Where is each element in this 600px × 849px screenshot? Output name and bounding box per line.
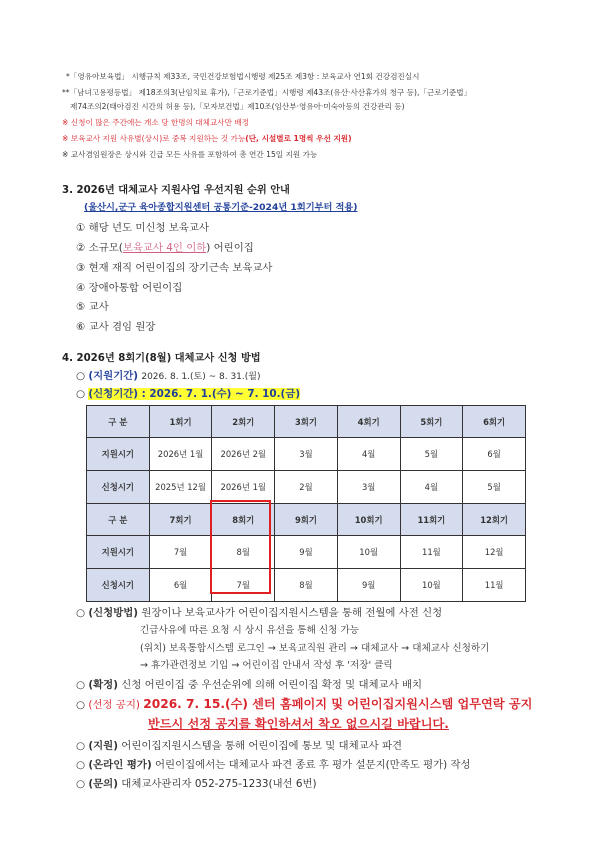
table-cell: 5회기 (400, 406, 463, 438)
table-cell: 2026년 1월 (149, 438, 212, 471)
priority-4: ④ 장애아통합 어린이집 (76, 282, 183, 294)
table-header-row (87, 406, 526, 438)
table-cell: 6회기 (463, 406, 526, 438)
table-cell: 4월 (337, 438, 400, 471)
highlight-box-8th-session (210, 500, 271, 594)
support-label: (지원) (88, 740, 118, 752)
footnote-1: *「영유아보육법」 시행규칙 제33조, 국민건강보험법시행령 제25조 제3항 : 보육교사 연1회 건강검진실시 (66, 72, 420, 81)
table-row-label: 신청시기 (87, 569, 150, 602)
apply-method-location-2: → 휴가관련정보 기입 → 어린이집 안내서 작성 후 '저장' 클릭 (140, 660, 393, 671)
table-cell: 5월 (463, 471, 526, 504)
schedule-table (86, 405, 526, 602)
support-line (76, 737, 402, 752)
priority-1: ① 해당 년도 미신청 보육교사 (76, 222, 209, 234)
section3-subtitle: (울산시,군구 육아종합지원센터 공통기준-2024년 1회기부터 적용) (84, 202, 358, 213)
table-cell: 2월 (275, 471, 338, 504)
bullet: ○ (76, 388, 86, 400)
confirm-label: (확정) (88, 679, 118, 691)
table-cell: 6월 (149, 569, 212, 602)
table-cell: 9월 (275, 536, 338, 569)
table-cell: 11월 (400, 536, 463, 569)
table-cell: 2회기 (212, 406, 275, 438)
table-cell: 3회기 (275, 406, 338, 438)
bullet: ○ (76, 759, 86, 771)
table-cell: 9월 (337, 569, 400, 602)
table-cell: 8회기 (212, 504, 275, 536)
priority-3: ③ 현재 재직 어린이집의 장기근속 보육교사 (76, 262, 273, 274)
confirm-text: 신청 어린이집 중 우선순위에 의해 어린이집 확정 및 대체교사 배치 (121, 679, 423, 691)
table-cell: 8월 (275, 569, 338, 602)
table-cell: 7회기 (149, 504, 212, 536)
table-row (87, 536, 526, 569)
inquiry-text: 대체교사관리자 052-275-1233(내선 6번) (121, 778, 317, 790)
note-assign: ※ 신청이 많은 주간에는 개소 당 한명의 대체교사만 배정 (62, 118, 250, 127)
table-row-label: 지원시기 (87, 438, 150, 471)
table-row-label: 지원시기 (87, 536, 150, 569)
table-cell: 11회기 (400, 504, 463, 536)
table-cell: 2025년 12월 (149, 471, 212, 504)
table-cell: 3월 (337, 471, 400, 504)
notice-line (76, 695, 532, 712)
bullet: ○ (76, 778, 86, 790)
support-period (76, 367, 260, 382)
table-row (87, 569, 526, 602)
footnote-2: **「남녀고용평등법」 제18조의3(난임치료 휴가),「근로기준법」시행령 제43조(유산·사산휴가의 청구 등),「근로기준법」 (62, 88, 472, 97)
table-cell: 9회기 (275, 504, 338, 536)
table-cell: 10회기 (337, 504, 400, 536)
table-cell: 10월 (337, 536, 400, 569)
table-row-label: 신청시기 (87, 471, 150, 504)
table-header-row (87, 504, 526, 536)
table-cell: 구 분 (87, 406, 150, 438)
priority-2-b: ) 어린이집 (206, 242, 254, 254)
online-eval-label: (온라인 평가) (88, 759, 152, 771)
bullet: ○ (76, 607, 86, 619)
note-duplicate-emph: (단, 시설별로 1명씩 우선 지원) (245, 134, 352, 143)
priority-2-a: ② 소규모( (76, 242, 123, 254)
table-cell: 7월 (149, 536, 212, 569)
bullet: ○ (76, 699, 86, 711)
apply-method-line1: 원장이나 보육교사가 어린이집지원시스템을 통해 전월에 사전 신청 (141, 607, 443, 619)
table-cell: 2026년 2월 (212, 438, 275, 471)
bullet: ○ (76, 740, 86, 752)
apply-method-location: (위치) 보육통합시스템 로그인 → 보육교직원 관리 → 대체교사 → 대체교사 신청하기 (140, 643, 490, 654)
table-row (87, 471, 526, 504)
support-period-value: 2026. 8. 1.(토) ~ 8. 31.(월) (141, 372, 261, 382)
inquiry-line (76, 775, 317, 790)
table-cell: 4월 (400, 471, 463, 504)
online-eval-text: 어린이집에서는 대체교사 파견 종료 후 평가 설문지(만족도 평가) 작성 (155, 759, 471, 771)
bullet: ○ (76, 679, 86, 691)
table-cell: 4회기 (337, 406, 400, 438)
note-duplicate (62, 133, 352, 144)
table-row (87, 438, 526, 471)
section4-title: 4. 2026년 8회기(8월) 대체교사 신청 방법 (62, 353, 261, 364)
table-cell: 12회기 (463, 504, 526, 536)
notice-label: (선정 공지) (88, 699, 140, 711)
apply-method (76, 604, 442, 619)
notice-line1: 2026. 7. 15.(수) 센터 홈페이지 및 어린이집지원시스템 업무연락 공지 (143, 697, 533, 711)
online-eval-line (76, 756, 471, 771)
confirm-line (76, 676, 422, 691)
inquiry-label: (문의) (88, 778, 118, 790)
table-cell: 12월 (463, 536, 526, 569)
apply-period (76, 385, 300, 400)
table-cell: 10월 (400, 569, 463, 602)
priority-2-emph: 보육교사 4인 이하 (122, 242, 207, 254)
bullet: ○ (76, 370, 86, 382)
apply-method-line2: 긴급사유에 따른 요청 시 상시 유선을 통해 신청 가능 (140, 625, 360, 636)
footnote-3: 제74조의2(태아검진 시간의 허용 등),「모자보건법」제10조(임산부·영유아·미숙아등의 건강관리 등) (70, 102, 405, 111)
table-cell: 11월 (463, 569, 526, 602)
priority-6: ⑥ 교사 겸임 원장 (76, 321, 156, 333)
support-text: 어린이집지원시스템을 통해 어린이집에 통보 및 대체교사 파견 (121, 740, 403, 752)
table-cell: 1회기 (149, 406, 212, 438)
table-cell: 6월 (463, 438, 526, 471)
table-cell: 2026년 1월 (212, 471, 275, 504)
table-cell: 5월 (400, 438, 463, 471)
table-cell: 구 분 (87, 504, 150, 536)
notice-line2: 반드시 선정 공지를 확인하셔서 착오 없으시길 바랍니다. (148, 717, 449, 731)
note-duplicate-text: ※ 보육교사 지원 사유별(상시)로 중복 지원하는 것 가능 (62, 134, 246, 143)
apply-period-text: (신청기간) : 2026. 7. 1.(수) ~ 7. 10.(금) (88, 388, 301, 400)
apply-method-label: (신청방법) (88, 607, 139, 619)
note-director: ※ 교사겸임원장은 상시와 긴급 모든 사유를 포함하여 총 연간 15일 지원 가능 (62, 150, 318, 159)
section3-title: 3. 2026년 대체교사 지원사업 우선지원 순위 안내 (62, 185, 290, 196)
priority-5: ⑤ 교사 (76, 301, 109, 313)
table-cell: 7월 (212, 569, 275, 602)
support-period-label: (지원기간) (88, 370, 139, 382)
priority-2 (76, 239, 254, 254)
table-cell: 8월 (212, 536, 275, 569)
table-cell: 3월 (275, 438, 338, 471)
